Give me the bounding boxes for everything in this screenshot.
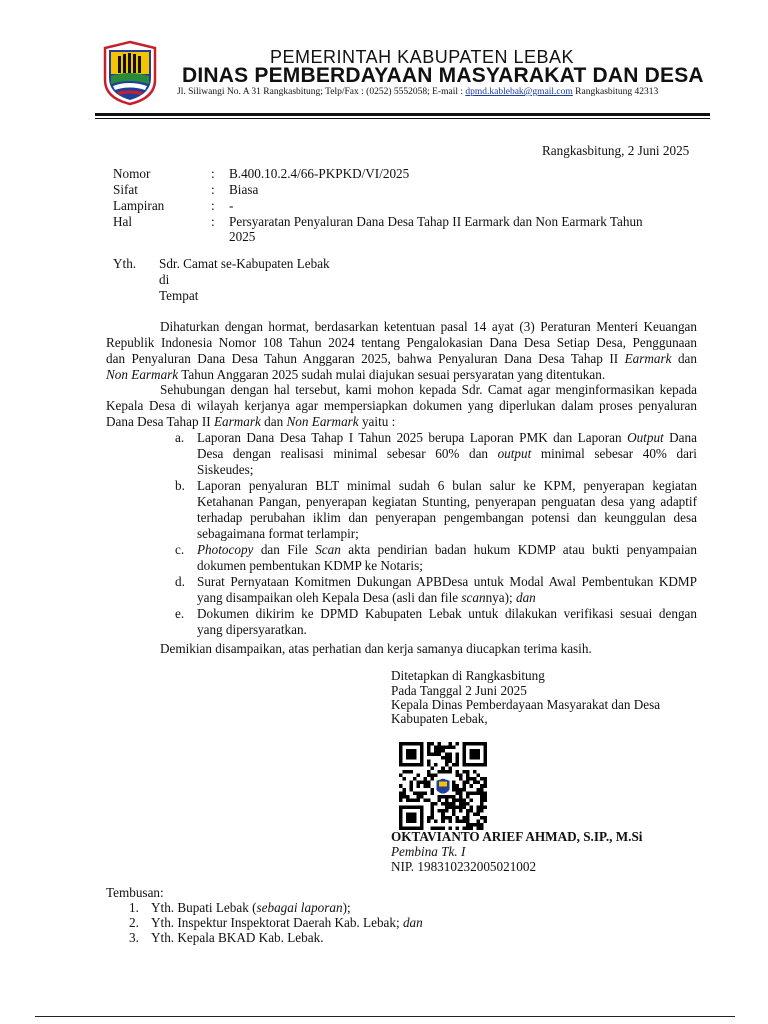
- lampiran-label: Lampiran: [113, 198, 165, 213]
- list-d-scan: scan: [461, 590, 486, 605]
- list-e-line1: Dokumen dikirim ke DPMD Kabupaten Lebak untuk dilakukan verifikasi sesuai dengan: [197, 606, 697, 621]
- signature-date: Pada Tanggal 2 Juni 2025: [391, 683, 527, 698]
- list-a-output-lower: output: [497, 446, 532, 461]
- list-a-line3: Siskeudes;: [197, 462, 254, 477]
- tembusan-item-2-text: Yth. Inspektur Inspektorat Daerah Kab. Lebak;: [151, 915, 403, 930]
- tembusan-item-1: [151, 900, 351, 916]
- list-d-marker: d.: [175, 574, 185, 589]
- list-c-file: dan File: [253, 542, 316, 557]
- list-c-marker: c.: [175, 542, 185, 557]
- list-b-marker: b.: [175, 478, 185, 493]
- list-a-marker: a.: [175, 430, 185, 445]
- tembusan-item-1-end: );: [342, 900, 351, 915]
- tembusan-item-2-dan: dan: [402, 915, 423, 930]
- nomor-colon: :: [211, 166, 215, 181]
- signature-regency: Kabupaten Lebak,: [391, 711, 488, 726]
- list-c-line1-end: akta pendirian badan hukum KDMP atau bukti penyampaian: [340, 542, 697, 557]
- list-e-line2: yang dipersyaratkan.: [197, 622, 307, 637]
- sifat-value: Biasa: [229, 182, 259, 197]
- list-c-scan: Scan: [315, 542, 341, 557]
- letterhead-address: [177, 87, 658, 97]
- signatory-rank: Pembina Tk. I: [391, 844, 466, 859]
- recipient-place: Tempat: [159, 288, 199, 303]
- address-text: Jl. Siliwangi No. A 31 Rangkasbitung; Telp/Fax : (0252) 5552058; E-mail :: [177, 87, 466, 97]
- lampiran-value: -: [229, 198, 234, 213]
- para1-line4: [106, 367, 605, 383]
- para2-earmark: Earmark: [213, 414, 261, 429]
- list-a-line1-end: Dana: [663, 430, 697, 445]
- para1-line2: Republik Indonesia Nomor 108 Tahun 2024 tentang Pengalokasian Dana Desa Setiap Desa, Penggunaan: [106, 335, 697, 350]
- list-b-line3: terhadap perubahan iklim dan penyerapan pengembangan potensi dan keunggulan desa: [197, 510, 697, 525]
- list-b-line2: Ketahanan Pangan, penyerapan kegiatan Stunting, penyerapan penguatan desa yang adaptif: [197, 494, 697, 509]
- para1-line3-end: dan: [671, 351, 697, 366]
- hal-colon: :: [211, 214, 215, 229]
- signatory-nip: NIP. 198310232005021002: [391, 859, 537, 874]
- letterhead-rule-thin: [95, 118, 710, 119]
- list-a-line1-text: Laporan Dana Desa Tahap I Tahun 2025 berupa Laporan PMK dan Laporan: [197, 430, 628, 445]
- list-a-line2: [197, 446, 697, 462]
- hal-value-line1: Persyaratan Penyaluran Dana Desa Tahap II Earmark dan Non Earmark Tahun: [229, 214, 643, 229]
- letterhead-rule-thick: [95, 113, 710, 116]
- list-a-output: Output: [627, 430, 664, 445]
- tembusan-item-1-note: sebagai laporan: [256, 900, 343, 915]
- para2-non-earmark: Non Earmark: [286, 414, 359, 429]
- list-e-marker: e.: [175, 606, 185, 621]
- hal-label: Hal: [113, 214, 133, 229]
- list-c-photocopy: Photocopy: [197, 542, 254, 557]
- address-city: Rangkasbitung 42313: [572, 87, 659, 97]
- list-a-line2-text: Desa dengan realisasi minimal sebesar 60% dan: [197, 446, 498, 461]
- tembusan-title: Tembusan:: [106, 885, 164, 900]
- tembusan-number-3: 3.: [129, 930, 139, 945]
- nomor-value: B.400.10.2.4/66-PKPKD/VI/2025: [229, 166, 410, 181]
- para2-line3: [106, 414, 395, 430]
- list-c-line2: dokumen pembentukan KDMP ke Notaris;: [197, 558, 423, 573]
- signatory-name: OKTAVIANTO ARIEF AHMAD, S.IP., M.Si: [391, 829, 643, 844]
- tembusan-item-2: [151, 915, 423, 931]
- letter-date: Rangkasbitung, 2 Juni 2025: [542, 143, 690, 158]
- para2-line2: Kepala Desa di wilayah kerjanya agar mempersiapkan dokumen yang diperlukan dalam proses penyaluran: [106, 398, 697, 413]
- page-bottom-rule: [35, 1016, 735, 1017]
- list-b-line4: sebagaimana format terlampir;: [197, 526, 359, 541]
- qr-signature-code-icon: [399, 742, 487, 830]
- letterhead-office-name: DINAS PEMBERDAYAAN MASYARAKAT DAN DESA: [182, 64, 704, 87]
- nomor-label: Nomor: [113, 166, 151, 181]
- para1-line3-text: dan Penyaluran Dana Desa Tahun Anggaran 2025, bahwa Penyaluran Dana Desa Tahap II: [106, 351, 625, 366]
- hal-value-line2: 2025: [229, 229, 256, 244]
- signature-place: Ditetapkan di Rangkasbitung: [391, 668, 545, 683]
- para2-line3-text: Dana Desa Tahap II: [106, 414, 214, 429]
- list-d-line2: [197, 590, 536, 606]
- tembusan-item-3: Yth. Kepala BKAD Kab. Lebak.: [151, 930, 324, 945]
- sifat-label: Sifat: [113, 182, 138, 197]
- tembusan-number-1: 1.: [129, 900, 139, 915]
- sifat-colon: :: [211, 182, 215, 197]
- para1-line3: [106, 351, 697, 367]
- list-a-line2-end: minimal sebesar 40% dari: [531, 446, 697, 461]
- recipient-name: Sdr. Camat se-Kabupaten Lebak: [159, 256, 330, 271]
- para2-line3-and: dan: [260, 414, 287, 429]
- closing-sentence: Demikian disampaikan, atas perhatian dan kerja samanya diucapkan terima kasih.: [160, 641, 592, 656]
- para1-non-earmark: Non Earmark: [106, 367, 179, 382]
- list-d-line2-text: yang disampaikan oleh Kepala Desa (asli dan file: [197, 590, 462, 605]
- recipient-di: di: [159, 272, 170, 287]
- list-b-line1: Laporan penyaluran BLT minimal sudah 6 bulan salur ke KPM, penyerapan kegiatan: [197, 478, 697, 493]
- list-a-line1: [197, 430, 697, 446]
- list-d-line2-mid: nya);: [485, 590, 516, 605]
- para2-line3-end: yaitu :: [358, 414, 396, 429]
- para2-line1: Sehubungan dengan hal tersebut, kami mohon kepada Sdr. Camat agar menginformasikan kepada: [160, 382, 697, 397]
- list-c-line1: [197, 542, 697, 558]
- para1-line1: Dihaturkan dengan hormat, berdasarkan ketentuan pasal 14 ayat (3) Peraturan Menteri Keuangan: [160, 319, 697, 334]
- letterhead-government-name: PEMERINTAH KABUPATEN LEBAK: [270, 47, 575, 67]
- para1-line4-text: Tahun Anggaran 2025 sudah mulai diajukan sesuai persyaratan yang ditentukan.: [178, 367, 606, 382]
- signature-position: Kepala Dinas Pemberdayaan Masyarakat dan Desa: [391, 697, 661, 712]
- email-link[interactable]: dpmd.kablebak@gmail.com: [465, 87, 573, 97]
- para1-earmark: Earmark: [624, 351, 672, 366]
- list-d-line1: Surat Pernyataan Komitmen Dukungan APBDesa untuk Modal Awal Pembentukan KDMP: [197, 574, 697, 589]
- list-d-dan: dan: [515, 590, 536, 605]
- lebak-regency-logo-icon: [101, 40, 159, 106]
- lampiran-colon: :: [211, 198, 215, 213]
- tembusan-number-2: 2.: [129, 915, 139, 930]
- tembusan-item-1-text: Yth. Bupati Lebak (: [151, 900, 257, 915]
- recipient-yth: Yth.: [113, 256, 137, 271]
